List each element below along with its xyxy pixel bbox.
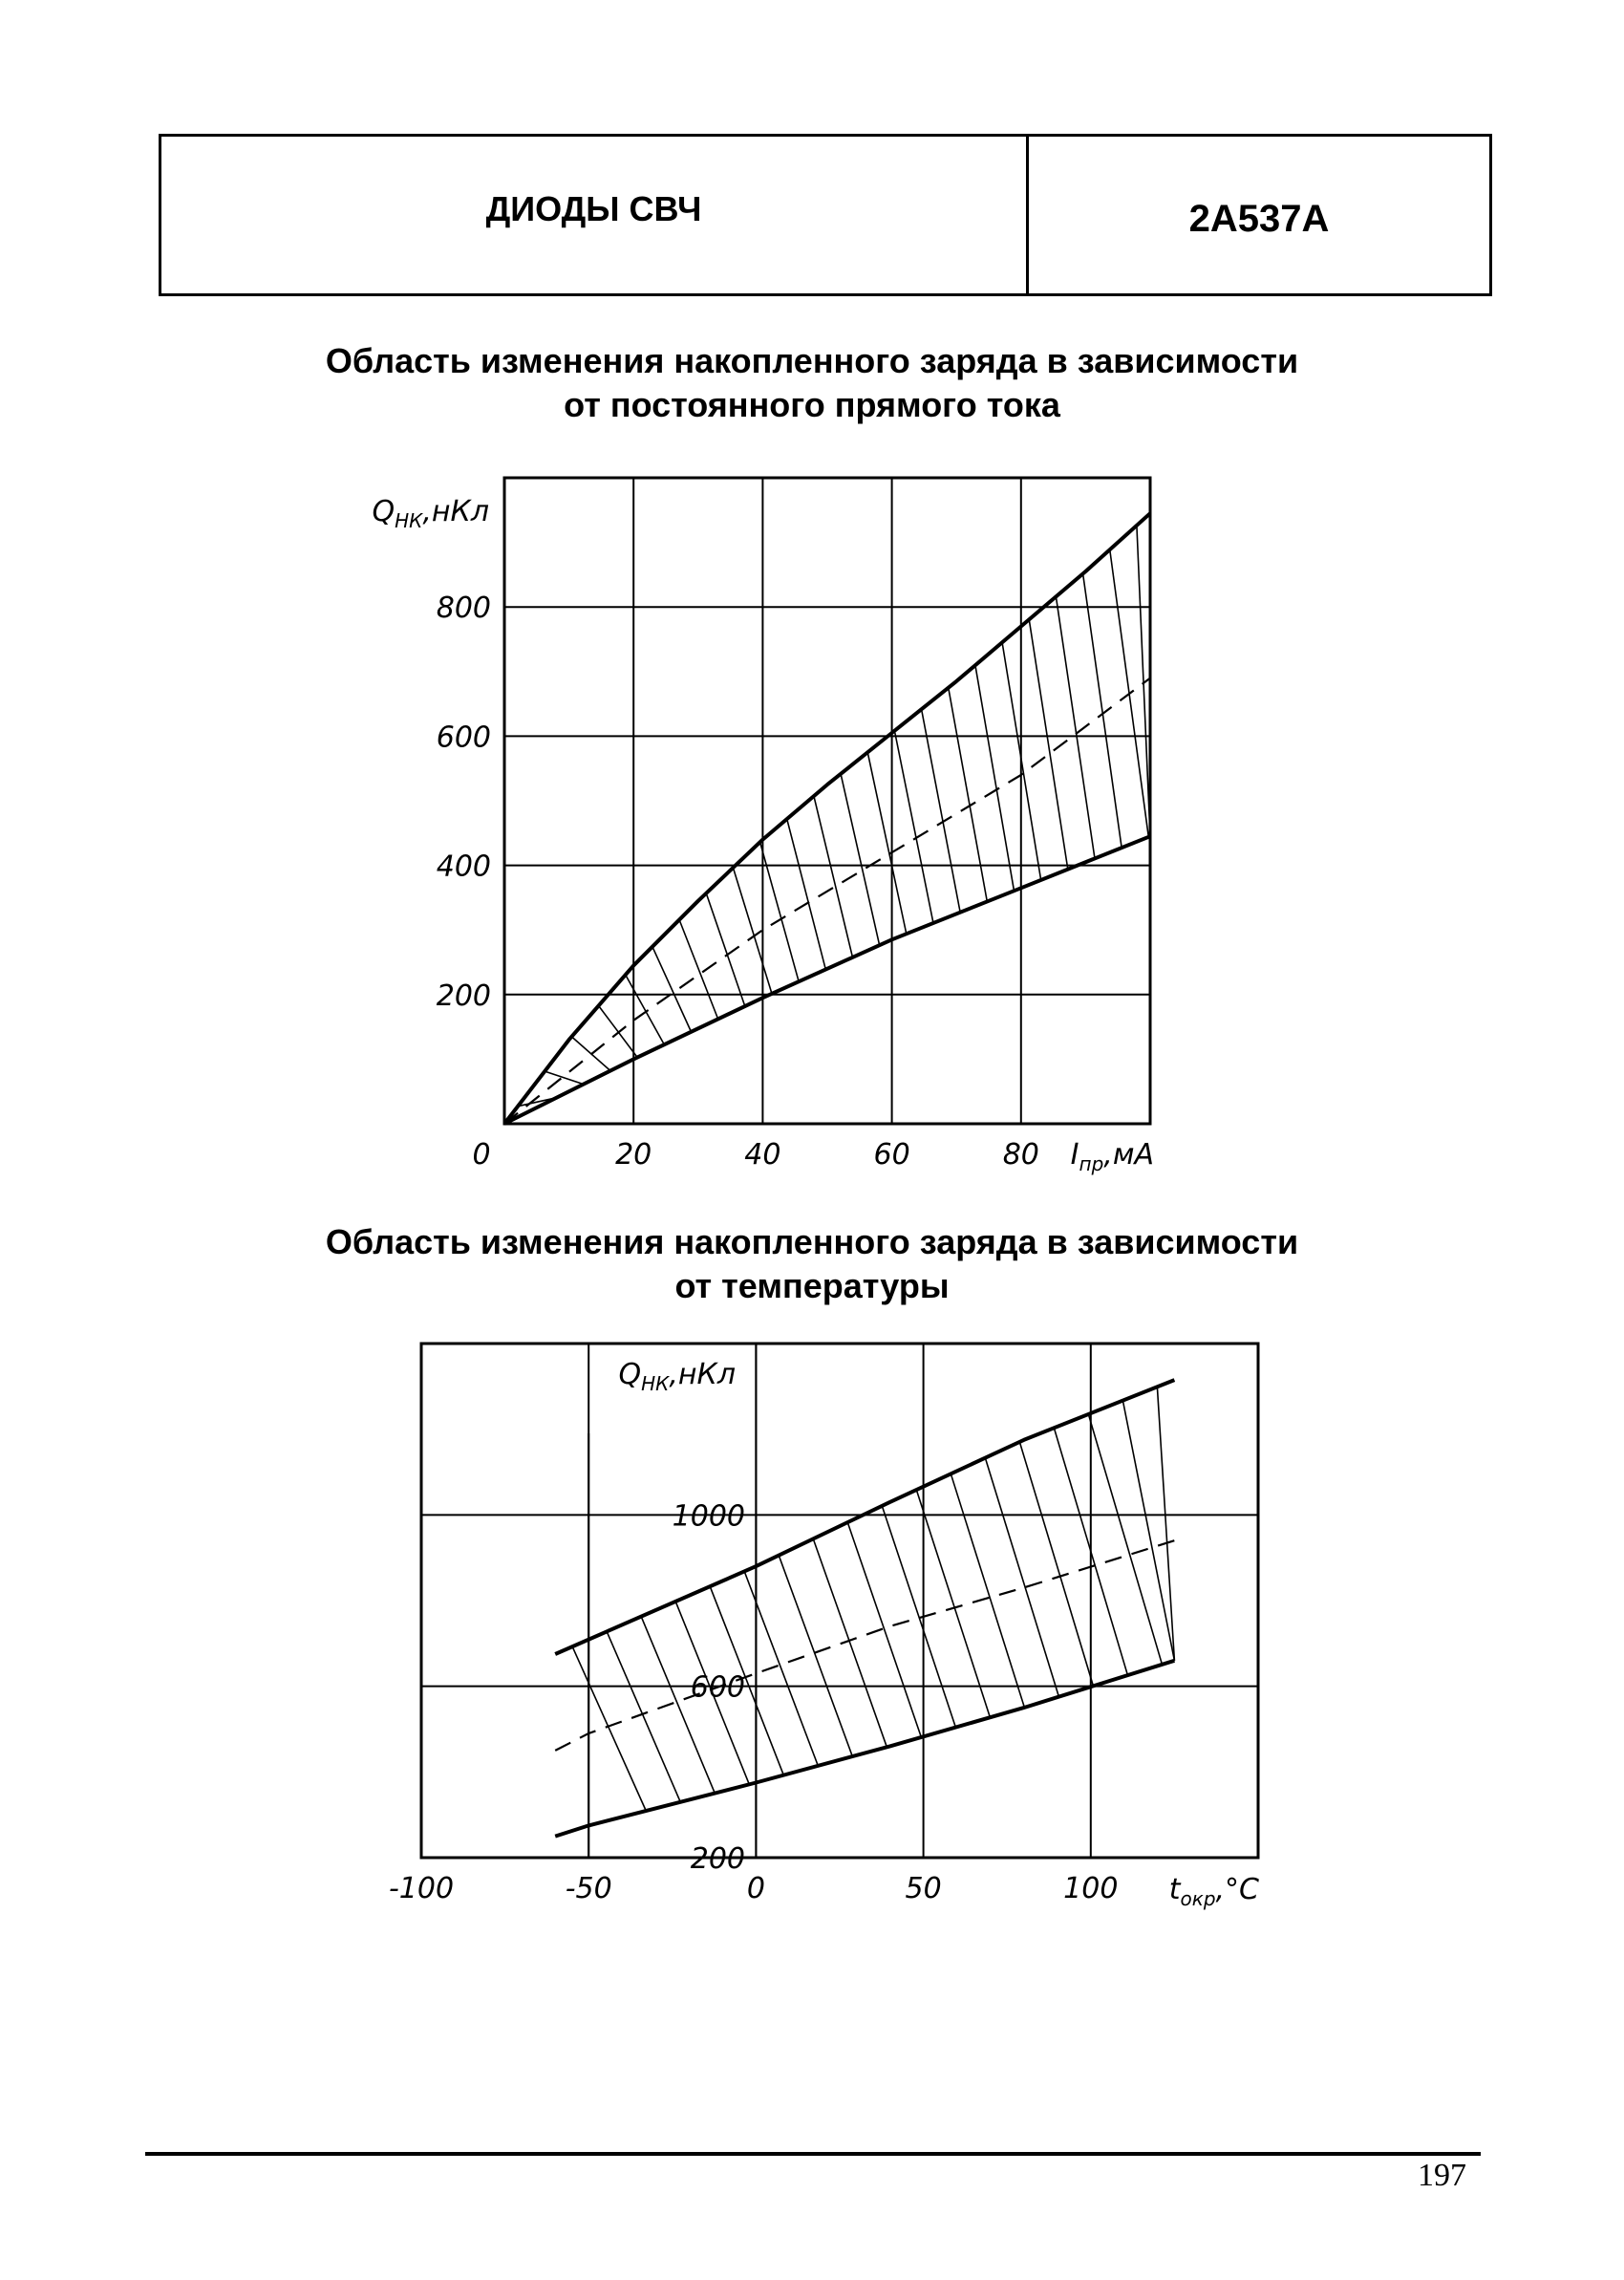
chart2-y-axis-label <box>619 1358 737 1395</box>
chart2-hatch-line-12 <box>985 1458 1058 1697</box>
chart1-hatch-line-7 <box>706 893 745 1006</box>
chart2-hatch-line-7 <box>813 1538 887 1747</box>
chart2-hatch-line-1 <box>607 1631 680 1801</box>
chart1-y-axis-label-unit: ,нКл <box>422 495 489 528</box>
device-code: 2А537А <box>1188 197 1330 240</box>
section-title: ДИОДЫ СВЧ <box>161 137 1029 293</box>
chart1-y-tick-label-2: 600 <box>436 721 491 755</box>
chart2-caption-line1: Область изменения накопленного заряда в зависимости <box>325 1222 1299 1261</box>
chart1-hatch-line-15 <box>922 709 961 912</box>
chart2-hatch-line-9 <box>882 1506 955 1728</box>
chart1-hatch-line-13 <box>867 752 907 934</box>
chart2-caption-line2: от температуры <box>674 1266 950 1305</box>
chart1-hatch-line-14 <box>894 731 933 923</box>
chart1-y-axis-label-symbol: Q <box>372 495 395 528</box>
chart2-x-tick-label-1: -50 <box>565 1872 612 1905</box>
chart1-x-axis-label <box>1071 1138 1154 1175</box>
chart2-x-tick-label-4: 100 <box>1063 1872 1119 1905</box>
chart1-hatch-line-21 <box>1083 573 1122 848</box>
chart2-hatch-line-10 <box>916 1490 990 1717</box>
chart2-hatch-line-0 <box>572 1646 646 1811</box>
chart2-hatch-line-8 <box>847 1522 921 1737</box>
chart2-hatch-line-13 <box>1019 1442 1093 1686</box>
chart1-origin-label: 0 <box>472 1138 491 1172</box>
chart1-frame <box>504 478 1150 1124</box>
chart2-x-tick-label-0: -100 <box>388 1872 455 1905</box>
chart1-hatch-line-16 <box>949 688 988 902</box>
chart1-x-axis-label-unit: ,мА <box>1103 1138 1154 1172</box>
chart2-x-axis-label-subscript: окр <box>1180 1887 1216 1910</box>
chart1-hatch-line-4 <box>626 975 665 1044</box>
chart2-x-axis-label-unit: ,°C <box>1215 1873 1259 1906</box>
chart1-x-tick-label-2: 60 <box>873 1138 910 1172</box>
chart2-x-axis-label <box>1169 1873 1259 1910</box>
chart1-hatch-line-5 <box>652 947 692 1032</box>
chart1-y-axis-label-subscript: НК <box>395 509 423 532</box>
chart1-x-tick-label-3: 80 <box>1002 1138 1039 1172</box>
chart1-hatch-line-12 <box>841 774 880 945</box>
chart1-hatch-line-6 <box>679 919 718 1019</box>
chart1-hatch-line-8 <box>733 868 772 994</box>
chart1-caption-line1: Область изменения накопленного заряда в зависимости <box>325 341 1299 380</box>
page-number: 197 <box>1418 2158 1466 2193</box>
chart1-series-1-dashed <box>504 678 1150 1124</box>
chart1-y-tick-label-1: 400 <box>436 850 491 884</box>
chart2-frame <box>421 1344 1258 1858</box>
chart2-series-0-solid <box>555 1380 1174 1654</box>
chart1-x-axis-label-subscript: пр <box>1079 1152 1104 1175</box>
chart1-y-axis-label <box>373 495 490 532</box>
chart1-y-tick-label-3: 800 <box>436 592 491 626</box>
chart2-x-axis-label-symbol: t <box>1168 1873 1181 1906</box>
chart1-x-tick-label-1: 40 <box>744 1138 781 1172</box>
chart1-hatch-line-9 <box>760 842 800 981</box>
chart2-y-tick-label-0: 200 <box>690 1842 745 1876</box>
chart1-hatch-line-20 <box>1056 596 1095 858</box>
chart1-hatch-line-10 <box>787 819 826 970</box>
chart2-x-tick-label-3: 50 <box>905 1872 942 1905</box>
chart1-series-0-solid <box>504 513 1150 1124</box>
chart2-y-axis-label-unit: ,нКл <box>669 1358 736 1391</box>
chart2-y-axis-label-subscript: НК <box>641 1372 670 1395</box>
chart2-hatch-line-2 <box>641 1617 715 1794</box>
chart1-hatch-line-1 <box>545 1071 584 1085</box>
chart1-caption-line2: от постоянного прямого тока <box>564 385 1060 424</box>
chart1-x-tick-label-0: 20 <box>615 1138 652 1172</box>
chart1-y-tick-label-0: 200 <box>436 979 491 1013</box>
chart1-x-axis-label-symbol: I <box>1070 1138 1079 1172</box>
chart1-series-2-solid <box>504 836 1150 1124</box>
chart2-y-tick-label-2: 1000 <box>672 1499 745 1534</box>
chart2-hatch-line-6 <box>779 1556 852 1756</box>
chart2-group <box>389 1344 1258 1905</box>
chart1-hatch-line-11 <box>814 796 853 957</box>
chart1-group <box>437 478 1150 1172</box>
chart2-x-tick-label-2: 0 <box>746 1872 765 1905</box>
chart2-y-tick-label-1: 600 <box>690 1670 745 1705</box>
chart1-hatch-line-17 <box>975 665 1015 891</box>
chart2-y-axis-label-symbol: Q <box>618 1358 642 1391</box>
footer-rule <box>145 2152 1481 2156</box>
